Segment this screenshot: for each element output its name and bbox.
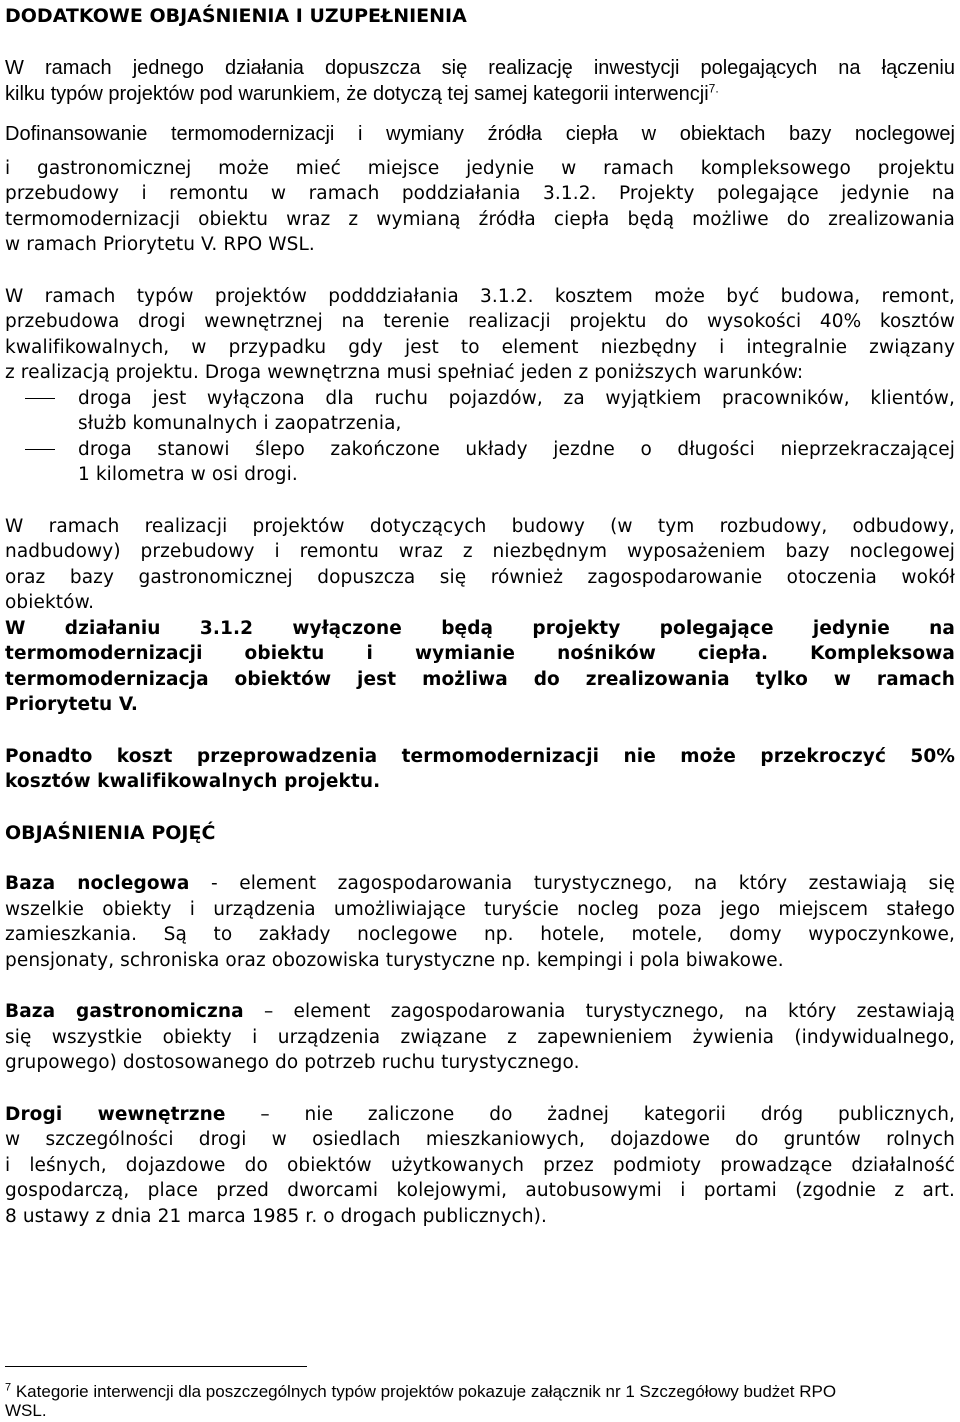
term-3-line-3: i leśnych, dojazdowe do obiektów użytkowanych przez podmioty prowadzące działalność [5, 1155, 955, 1176]
term-3-name: Drogi wewnętrzne [5, 1104, 226, 1125]
term-3-line-5: 8 ustawy z dnia 21 marca 1985 r. o drogach publicznych). [5, 1206, 547, 1227]
condition-1-line-1: droga jest wyłączona dla ruchu pojazdów, za wyjątkiem pracowników, klientów, [78, 388, 955, 409]
term-3-line-4: gospodarczą, place przed dworcami kolejowymi, autobusowymi i portami (zgodnie z art. [5, 1180, 955, 1201]
paragraph-2-line-2: i gastronomicznej może mieć miejsce jedynie w ramach kompleksowego projektu [5, 158, 955, 179]
term-1-definition-start: - element zagospodarowania turystycznego, na który zestawiają się [189, 873, 955, 894]
term-1-line-2: wszelkie obiekty i urządzenia umożliwiające turyście nocleg poza jego miejscem stałego [5, 899, 955, 920]
condition-1-line-2: służb komunalnych i zaopatrzenia, [78, 413, 402, 434]
footnote-separator [5, 1366, 307, 1367]
paragraph-5-line-1: W działaniu 3.1.2 wyłączone będą projekty polegające jedynie na [5, 618, 955, 639]
footnote-text: Kategorie interwencji dla poszczególnych typów projektów pokazuje załącznik nr 1 Szczegółowy budżet RPO [11, 1382, 837, 1401]
paragraph-5-line-3: termomodernizacja obiektów jest możliwa do zrealizowania tylko w ramach [5, 669, 955, 690]
paragraph-6-line-1: Ponadto koszt przeprowadzenia termomodernizacji nie może przekroczyć 50% [5, 746, 955, 767]
terms-heading: OBJAŚNIENIA POJĘĆ [5, 822, 216, 844]
paragraph-1-line-1: W ramach jednego działania dopuszcza się realizację inwestycji polegających na łączeniu [5, 57, 955, 79]
footnote-marker: 7 [5, 1381, 12, 1394]
term-2-definition-start: – element zagospodarowania turystycznego, na który zestawiają [243, 1001, 955, 1022]
paragraph-4-line-1: W ramach realizacji projektów dotyczących budowy (w tym rozbudowy, odbudowy, [5, 516, 955, 537]
main-heading: DODATKOWE OBJAŚNIENIA I UZUPEŁNIENIA [5, 5, 467, 27]
paragraph-3-line-4: z realizacją projektu. Droga wewnętrzna musi spełniać jeden z poniższych warunków: [5, 362, 804, 383]
term-2-line-2: się wszystkie obiekty i urządzenia związane z zapewnieniem żywienia (indywidualnego, [5, 1027, 955, 1048]
term-3-line-2: w szczególności drogi w osiedlach mieszkaniowych, dojazdowe do gruntów rolnych [5, 1129, 955, 1150]
paragraph-2-line-3: przebudowy i remontu w ramach poddziałania 3.1.2. Projekty polegające jedynie na [5, 183, 955, 204]
paragraph-1-line-2 [5, 81, 955, 107]
footnote-reference: 7. [708, 81, 719, 96]
dash-bullet-2 [25, 449, 55, 450]
paragraph-1-text: kilku typów projektów pod warunkiem, że dotyczą tej samej kategorii interwencji [5, 83, 709, 105]
term-1-line-3: zamieszkania. Są to zakłady noclegowe np. hotele, motele, domy wypoczynkowe, [5, 924, 955, 945]
paragraph-3-line-1: W ramach typów projektów podddziałania 3.1.2. kosztem może być budowa, remont, [5, 286, 955, 307]
footnote-line-2: WSL. [5, 1401, 47, 1420]
term-1-name: Baza noclegowa [5, 873, 190, 894]
term-2-name: Baza gastronomiczna [5, 1001, 244, 1022]
paragraph-2-line-1: Dofinansowanie termomodernizacji i wymiany źródła ciepła w obiektach bazy noclegowej [5, 123, 955, 145]
condition-2-line-1: droga stanowi ślepo zakończone układy jezdne o długości nieprzekraczającej [78, 439, 955, 460]
paragraph-3-line-3: kwalifikowalnych, w przypadku gdy jest to element niezbędny i integralnie związany [5, 337, 955, 358]
paragraph-5-line-2: termomodernizacji obiektu i wymianie nośników ciepła. Kompleksowa [5, 643, 955, 664]
condition-2-line-2: 1 kilometra w osi drogi. [78, 464, 298, 485]
term-1-line-4: pensjonaty, schroniska oraz obozowiska turystyczne np. kempingi i pola biwakowe. [5, 950, 784, 971]
paragraph-3-line-2: przebudowa drogi wewnętrznej na terenie realizacji projektu do wysokości 40% kosztów [5, 311, 955, 332]
paragraph-6-line-2: kosztów kwalifikowalnych projektu. [5, 771, 381, 792]
paragraph-4-line-2: nadbudowy) przebudowy i remontu wraz z niezbędnym wyposażeniem bazy noclegowej [5, 541, 955, 562]
paragraph-2-line-4: termomodernizacji obiektu wraz z wymianą źródła ciepła będą możliwe do zrealizowania [5, 209, 955, 230]
term-3-line-1 [5, 1102, 955, 1128]
term-1-line-1 [5, 871, 955, 897]
dash-bullet-1 [25, 398, 55, 399]
paragraph-4-line-3: oraz bazy gastronomicznej dopuszcza się również zagospodarowanie otoczenia wokół [5, 567, 955, 588]
paragraph-5-line-4: Priorytetu V. [5, 694, 139, 715]
term-3-definition-start: – nie zaliczone do żadnej kategorii dróg publicznych, [225, 1104, 955, 1125]
paragraph-4-line-4: obiektów. [5, 592, 95, 613]
term-2-line-3: grupowego) dostosowanego do potrzeb ruchu turystycznego. [5, 1052, 580, 1073]
paragraph-2-line-5: w ramach Priorytetu V. RPO WSL. [5, 234, 315, 255]
term-2-line-1 [5, 999, 955, 1025]
